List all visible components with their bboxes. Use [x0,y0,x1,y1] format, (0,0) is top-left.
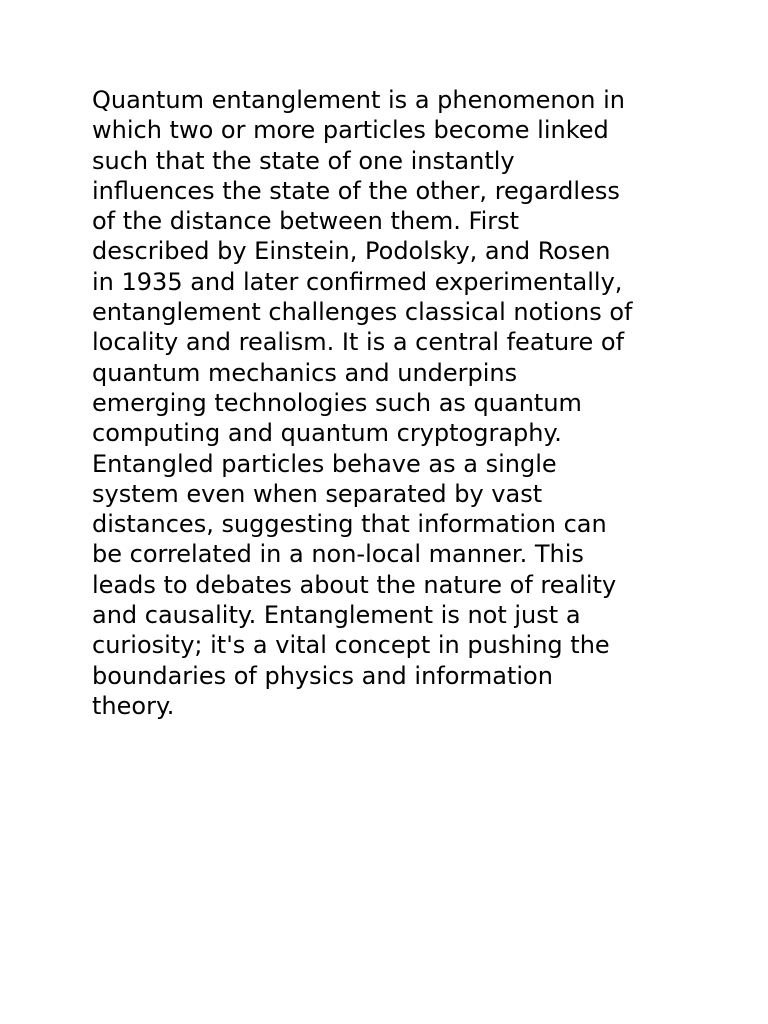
paragraph-line: leads to debates about the nature of reality [92,570,617,599]
paragraph-line: distances, suggesting that information can [92,510,607,539]
paragraph-line: Entangled particles behave as a single [92,449,557,478]
paragraph-line: in 1935 and later confirmed experimentally, [92,267,623,296]
body-paragraph [92,85,692,721]
paragraph-line: boundaries of physics and information [92,661,553,690]
paragraph-line: quantum mechanics and underpins [92,358,518,387]
paragraph-line: such that the state of one instantly [92,146,515,175]
paragraph-line: entanglement challenges classical notions of [92,298,633,327]
paragraph-line: and causality. Entanglement is not just a [92,601,581,630]
paragraph-line: of the distance between them. First [92,207,520,236]
paragraph-line: influences the state of the other, regardless [92,176,620,205]
paragraph-line: computing and quantum cryptography. [92,419,562,448]
paragraph-line: emerging technologies such as quantum [92,388,582,417]
paragraph-line: curiosity; it's a vital concept in pushing the [92,631,610,660]
paragraph-line: Quantum entanglement is a phenomenon in [92,86,626,114]
paragraph-line: be correlated in a non-local manner. This [92,540,584,569]
paragraph-line: which two or more particles become linked [92,116,609,145]
paragraph-line: described by Einstein, Podolsky, and Rosen [92,237,611,266]
paragraph-line: theory. [92,691,175,720]
paragraph-line: locality and realism. It is a central feature of [92,328,625,357]
paragraph-line: system even when separated by vast [92,479,543,508]
